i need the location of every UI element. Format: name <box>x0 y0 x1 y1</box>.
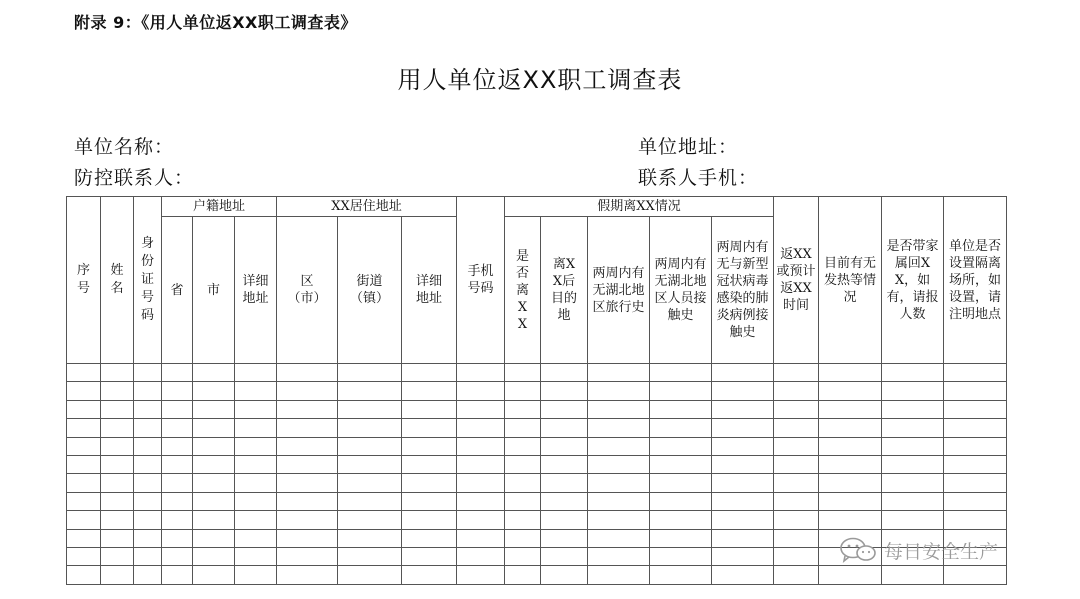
table-cell <box>650 455 712 473</box>
table-cell <box>235 529 277 547</box>
table-cell <box>944 474 1007 492</box>
table-cell <box>235 455 277 473</box>
table-cell <box>882 419 944 437</box>
col-seq: 序号 <box>67 197 101 364</box>
table-cell <box>819 437 882 455</box>
table-cell <box>277 492 338 510</box>
table-cell <box>774 492 819 510</box>
table-cell <box>457 382 505 400</box>
col-province: 省 <box>162 217 193 364</box>
table-cell <box>712 455 774 473</box>
table-cell <box>162 547 193 565</box>
appendix-label: 附录 9：《用人单位返XX职工调查表》 <box>74 13 357 32</box>
table-cell <box>588 492 650 510</box>
table-cell <box>588 419 650 437</box>
table-cell <box>67 474 101 492</box>
table-cell <box>588 437 650 455</box>
table-cell <box>588 364 650 382</box>
table-cell <box>882 382 944 400</box>
table-cell <box>650 529 712 547</box>
table-cell <box>101 529 134 547</box>
table-row <box>67 437 1007 455</box>
group-holiday-leave: 假期离XX情况 <box>505 197 774 217</box>
table-cell <box>588 566 650 584</box>
table-cell <box>193 455 235 473</box>
table-cell <box>134 474 162 492</box>
table-cell <box>457 455 505 473</box>
table-cell <box>134 547 162 565</box>
table-cell <box>650 419 712 437</box>
table-cell <box>338 382 402 400</box>
table-cell <box>67 382 101 400</box>
table-cell <box>944 511 1007 529</box>
table-cell <box>541 511 588 529</box>
table-cell <box>712 419 774 437</box>
group-huji-address: 户籍地址 <box>162 197 277 217</box>
table-cell <box>457 529 505 547</box>
table-cell <box>505 364 541 382</box>
table-cell <box>588 547 650 565</box>
table-cell <box>193 474 235 492</box>
table-cell <box>162 511 193 529</box>
col-district: 区（市） <box>277 217 338 364</box>
table-cell <box>277 474 338 492</box>
table-cell <box>882 566 944 584</box>
table-cell <box>457 419 505 437</box>
table-cell <box>588 529 650 547</box>
table-cell <box>67 547 101 565</box>
table-cell <box>193 566 235 584</box>
table-cell <box>505 455 541 473</box>
table-cell <box>338 364 402 382</box>
table-cell <box>101 437 134 455</box>
col-city: 市 <box>193 217 235 364</box>
table-cell <box>134 492 162 510</box>
table-cell <box>588 511 650 529</box>
col-hubei-travel: 两周内有无湖北地区旅行史 <box>588 217 650 364</box>
table-cell <box>402 529 457 547</box>
table-cell <box>193 400 235 418</box>
table-cell <box>882 455 944 473</box>
table-cell <box>712 400 774 418</box>
table-cell <box>235 474 277 492</box>
table-cell <box>277 400 338 418</box>
col-mobile: 手机号码 <box>457 197 505 364</box>
table-cell <box>402 419 457 437</box>
table-cell <box>402 566 457 584</box>
table-cell <box>338 455 402 473</box>
table-cell <box>338 400 402 418</box>
table-cell <box>541 474 588 492</box>
table-cell <box>67 511 101 529</box>
table-cell <box>134 364 162 382</box>
col-hubei-contact: 两周内有无湖北地区人员接触史 <box>650 217 712 364</box>
table-cell <box>541 547 588 565</box>
table-cell <box>819 400 882 418</box>
table-cell <box>457 437 505 455</box>
table-row <box>67 474 1007 492</box>
table-cell <box>712 474 774 492</box>
table-cell <box>162 400 193 418</box>
table-cell <box>588 474 650 492</box>
table-cell <box>541 529 588 547</box>
table-cell <box>134 455 162 473</box>
table-row <box>67 566 1007 584</box>
table-cell <box>457 511 505 529</box>
table-cell <box>162 419 193 437</box>
table-cell <box>134 566 162 584</box>
table-cell <box>712 437 774 455</box>
table-cell <box>101 364 134 382</box>
table-cell <box>162 364 193 382</box>
table-cell <box>774 437 819 455</box>
table-cell <box>650 547 712 565</box>
table-cell <box>650 382 712 400</box>
table-cell <box>277 364 338 382</box>
table-cell <box>650 437 712 455</box>
table-cell <box>588 382 650 400</box>
table-row <box>67 364 1007 382</box>
table-cell <box>944 364 1007 382</box>
table-cell <box>235 511 277 529</box>
table-cell <box>944 492 1007 510</box>
table-cell <box>67 529 101 547</box>
col-isolation: 单位是否设置隔离场所，如设置，请注明地点 <box>944 197 1007 364</box>
table-cell <box>338 566 402 584</box>
table-cell <box>774 419 819 437</box>
table-cell <box>541 382 588 400</box>
table-cell <box>101 474 134 492</box>
table-cell <box>235 400 277 418</box>
table-cell <box>235 547 277 565</box>
table-cell <box>650 364 712 382</box>
table-cell <box>774 566 819 584</box>
table-header <box>67 197 1007 364</box>
col-return-time: 返XX或预计返XX时间 <box>774 197 819 364</box>
table-cell <box>101 566 134 584</box>
table-cell <box>134 437 162 455</box>
table-cell <box>277 566 338 584</box>
table-cell <box>402 364 457 382</box>
table-cell <box>882 492 944 510</box>
wechat-icon <box>838 536 878 564</box>
table-cell <box>505 547 541 565</box>
table-cell <box>134 419 162 437</box>
table-cell <box>712 382 774 400</box>
watermark <box>838 536 998 564</box>
table-cell <box>944 437 1007 455</box>
table-cell <box>101 382 134 400</box>
table-cell <box>193 529 235 547</box>
table-cell <box>457 364 505 382</box>
table-cell <box>882 511 944 529</box>
table-cell <box>457 400 505 418</box>
table-cell <box>235 566 277 584</box>
table-cell <box>134 400 162 418</box>
table-cell <box>541 364 588 382</box>
table-cell <box>505 492 541 510</box>
table-cell <box>402 455 457 473</box>
table-cell <box>819 419 882 437</box>
table-cell <box>588 400 650 418</box>
table-cell <box>162 474 193 492</box>
table-cell <box>338 529 402 547</box>
table-cell <box>650 400 712 418</box>
table-cell <box>457 492 505 510</box>
table-cell <box>101 400 134 418</box>
table-cell <box>774 511 819 529</box>
col-fever: 目前有无发热等情况 <box>819 197 882 364</box>
table-row <box>67 455 1007 473</box>
table-cell <box>277 547 338 565</box>
table-cell <box>712 529 774 547</box>
table-cell <box>277 437 338 455</box>
watermark-text: 每日安全生产 <box>884 540 999 563</box>
table-row <box>67 511 1007 529</box>
table-cell <box>774 455 819 473</box>
table-cell <box>457 566 505 584</box>
table-cell <box>819 566 882 584</box>
table-cell <box>193 437 235 455</box>
table-cell <box>650 511 712 529</box>
table-cell <box>505 511 541 529</box>
table-cell <box>541 400 588 418</box>
unit-name-label: 单位名称： <box>74 136 175 158</box>
table-cell <box>67 566 101 584</box>
table-cell <box>402 547 457 565</box>
unit-address-label: 单位地址： <box>638 136 739 158</box>
table-cell <box>67 492 101 510</box>
table-cell <box>338 437 402 455</box>
table-cell <box>944 382 1007 400</box>
table-cell <box>101 547 134 565</box>
table-cell <box>162 529 193 547</box>
table-cell <box>505 400 541 418</box>
table-cell <box>541 419 588 437</box>
table-cell <box>819 511 882 529</box>
table-cell <box>235 364 277 382</box>
table-cell <box>67 437 101 455</box>
table-cell <box>338 511 402 529</box>
table-cell <box>712 492 774 510</box>
table-cell <box>819 474 882 492</box>
table-cell <box>101 455 134 473</box>
table-cell <box>402 437 457 455</box>
table-cell <box>338 547 402 565</box>
table-cell <box>235 382 277 400</box>
table-cell <box>541 492 588 510</box>
col-covid-contact: 两周内有无与新型冠状病毒感染的肺炎病例接触史 <box>712 217 774 364</box>
table-cell <box>712 547 774 565</box>
table-cell <box>882 474 944 492</box>
table-cell <box>134 529 162 547</box>
table-cell <box>101 419 134 437</box>
table-row <box>67 419 1007 437</box>
table-cell <box>402 511 457 529</box>
table-cell <box>944 455 1007 473</box>
group-residence-address: XX居住地址 <box>277 197 457 217</box>
table-cell <box>277 419 338 437</box>
table-cell <box>541 437 588 455</box>
table-cell <box>162 566 193 584</box>
table-cell <box>67 419 101 437</box>
table-cell <box>101 511 134 529</box>
table-cell <box>235 492 277 510</box>
table-cell <box>402 400 457 418</box>
table-cell <box>338 492 402 510</box>
col-detail-address-2: 详细地址 <box>402 217 457 364</box>
table-cell <box>774 529 819 547</box>
table-cell <box>193 419 235 437</box>
table-cell <box>541 566 588 584</box>
table-cell <box>774 474 819 492</box>
table-cell <box>944 400 1007 418</box>
table-cell <box>650 474 712 492</box>
table-cell <box>774 364 819 382</box>
table-cell <box>277 511 338 529</box>
table-cell <box>193 511 235 529</box>
table-cell <box>457 547 505 565</box>
table-cell <box>193 364 235 382</box>
col-family-return: 是否带家属回XX，如有，请报人数 <box>882 197 944 364</box>
table-cell <box>774 400 819 418</box>
table-cell <box>819 492 882 510</box>
col-left-xx: 是否离XX <box>505 217 541 364</box>
table-cell <box>819 364 882 382</box>
table-row <box>67 492 1007 510</box>
table-cell <box>712 364 774 382</box>
table-row <box>67 400 1007 418</box>
table-cell <box>774 547 819 565</box>
table-cell <box>588 455 650 473</box>
contact-phone-label: 联系人手机： <box>638 167 759 189</box>
table-cell <box>162 492 193 510</box>
table-cell <box>882 400 944 418</box>
table-cell <box>67 364 101 382</box>
table-cell <box>712 511 774 529</box>
table-cell <box>235 419 277 437</box>
table-cell <box>402 492 457 510</box>
table-cell <box>338 474 402 492</box>
table-cell <box>882 437 944 455</box>
survey-table <box>66 196 1007 585</box>
table-cell <box>402 474 457 492</box>
table-cell <box>944 566 1007 584</box>
table-cell <box>505 382 541 400</box>
table-cell <box>193 382 235 400</box>
table-cell <box>505 566 541 584</box>
table-cell <box>505 529 541 547</box>
table-cell <box>134 511 162 529</box>
table-cell <box>67 455 101 473</box>
page-title: 用人单位返XX职工调查表 <box>397 66 683 94</box>
table-cell <box>541 455 588 473</box>
table-cell <box>277 529 338 547</box>
col-street: 街道（镇） <box>338 217 402 364</box>
table-cell <box>162 455 193 473</box>
table-cell <box>193 547 235 565</box>
table-cell <box>67 400 101 418</box>
table-cell <box>819 382 882 400</box>
table-cell <box>101 492 134 510</box>
table-cell <box>882 364 944 382</box>
table-cell <box>162 382 193 400</box>
table-cell <box>277 382 338 400</box>
table-row <box>67 382 1007 400</box>
table-cell <box>774 382 819 400</box>
table-cell <box>457 474 505 492</box>
table-cell <box>235 437 277 455</box>
table-cell <box>505 474 541 492</box>
table-cell <box>338 419 402 437</box>
table-cell <box>505 437 541 455</box>
table-cell <box>162 437 193 455</box>
table-cell <box>650 566 712 584</box>
table-cell <box>819 455 882 473</box>
col-id-number: 身份证号码 <box>134 197 162 364</box>
table-cell <box>134 382 162 400</box>
table-cell <box>402 382 457 400</box>
table-cell <box>650 492 712 510</box>
col-detail-address: 详细地址 <box>235 217 277 364</box>
prevention-contact-label: 防控联系人： <box>74 167 195 189</box>
table-cell <box>277 455 338 473</box>
table-cell <box>505 419 541 437</box>
table-cell <box>712 566 774 584</box>
table-cell <box>944 419 1007 437</box>
col-name: 姓名 <box>101 197 134 364</box>
col-destination: 离XX后目的地 <box>541 217 588 364</box>
table-cell <box>193 492 235 510</box>
